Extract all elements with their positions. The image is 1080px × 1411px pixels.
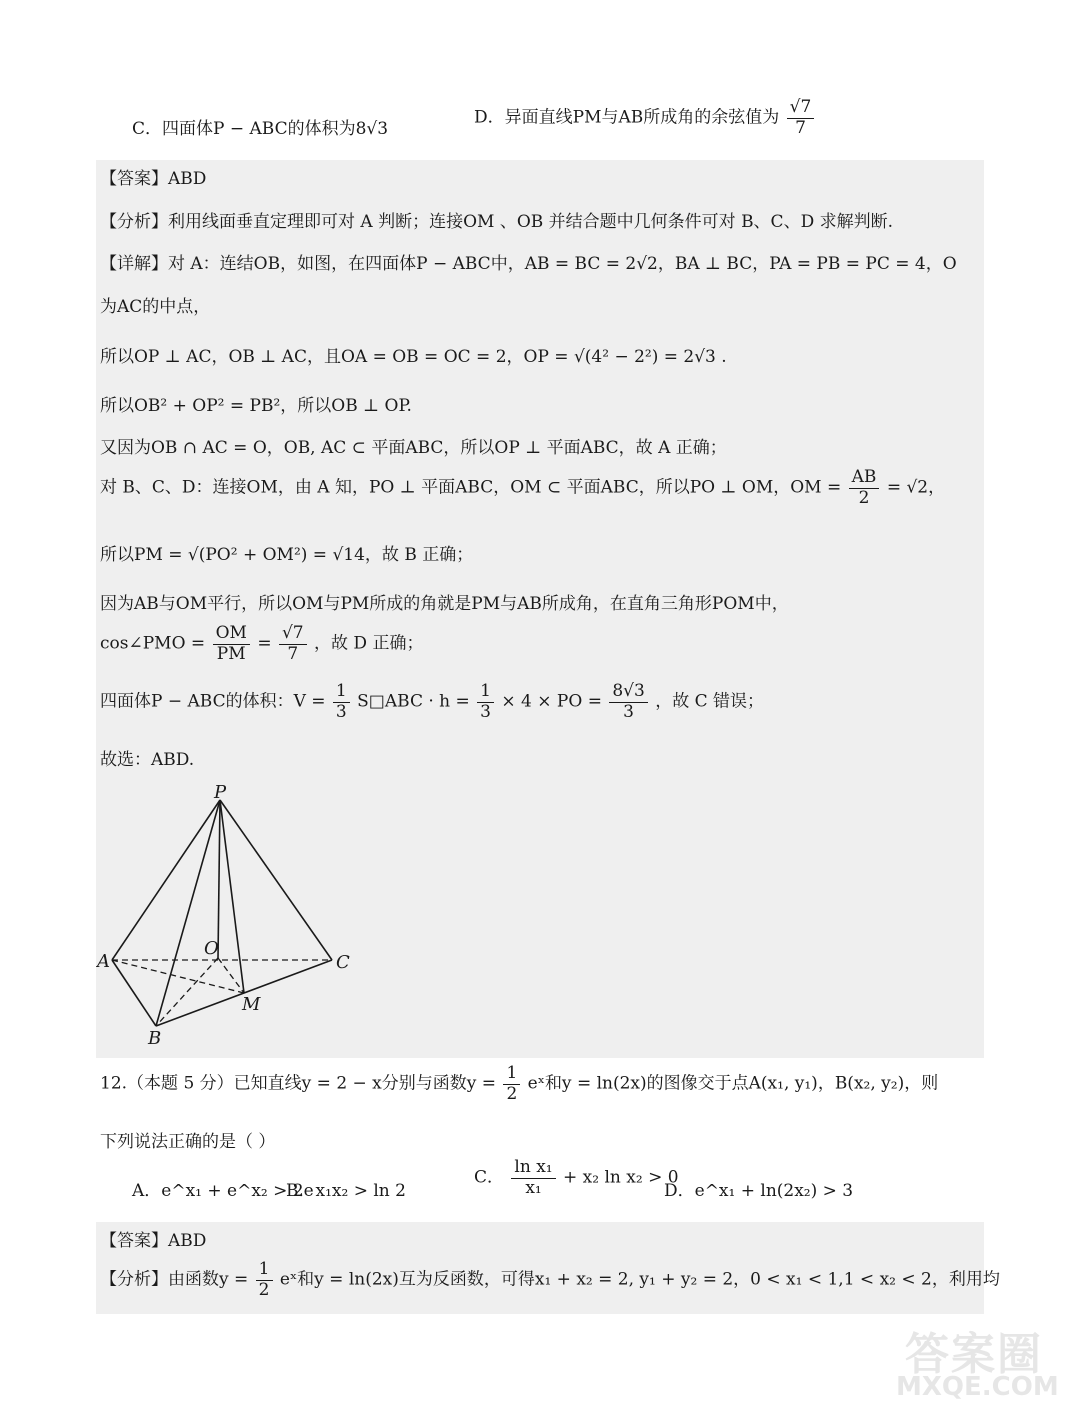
detail-line-8: 因为AB与OM平行，所以OM与PM所成的角就是PM与AB所成角，在直角三角形POM中， — [100, 594, 789, 614]
label-m: M — [242, 994, 261, 1015]
option-d-fraction: $\frac{√7}{7}$ — [787, 98, 815, 138]
answer-q11: 【答案】ABD — [100, 169, 207, 189]
label-c: C — [336, 952, 350, 973]
segment-am-dashed — [112, 960, 244, 993]
q12-option-c — [474, 1158, 679, 1198]
edge-pa — [112, 800, 220, 960]
line-10-mid-2: × 4 × PO = — [501, 691, 602, 712]
detail-line-5: 又因为OB ∩ AC = O，OB, AC ⊂ 平面ABC，所以OP ⊥ 平面ABC，故 A 正确； — [100, 438, 727, 458]
detail-line-9 — [100, 624, 423, 664]
edge-ab — [112, 960, 156, 1026]
detail-line-3: 所以OP ⊥ AC，OB ⊥ AC，且OA = OB = OC = 2，OP = √(4² − 2²) = 2√3 . — [100, 347, 727, 367]
line-10-text: 四面体P − ABC的体积：V = — [100, 691, 326, 712]
line-10-tail: ，故 C 错误； — [655, 691, 765, 712]
watermark-logo-text: 答案圈 — [905, 1329, 1043, 1380]
q12-option-c-fraction: $\frac{\text{ln x₁}}{\text{x₁}}$ — [511, 1158, 555, 1198]
q12-stem-line-2: 下列说法正确的是（ ） — [100, 1132, 276, 1152]
line-6-text: 对 B、C、D：连接OM，由 A 知，PO ⊥ 平面ABC，OM ⊂ 平面ABC，所以PO ⊥ OM，OM = — [100, 477, 842, 498]
line-9-equals: = — [257, 633, 272, 654]
q12-stem-text: 12.（本题 5 分）已知直线y = 2 − x分别与函数y = — [100, 1073, 497, 1094]
answer-q12: 【答案】ABD — [100, 1231, 207, 1251]
detail-line-4: 所以OB² + OP² = PB²，所以OB ⊥ OP. — [100, 396, 412, 416]
label-a: A — [97, 951, 110, 972]
detail-line-11: 故选：ABD. — [100, 750, 195, 770]
detail-line-1: 【详解】对 A：连结OB，如图，在四面体P − ABC中，AB = BC = 2√2，BA ⊥ BC，PA = PB = PC = 4，O — [100, 254, 957, 274]
edge-pb — [156, 800, 220, 1026]
line-6-fraction: $\frac{AB}{2}$ — [849, 468, 880, 508]
line-10-fraction-3: $\frac{8√3}{3}$ — [609, 682, 647, 722]
analysis-q12 — [100, 1260, 1000, 1300]
option-d-text: D．异面直线PM与AB所成角的余弦值为 — [474, 107, 780, 128]
option-d — [474, 98, 816, 138]
line-9-fraction-2: $\frac{√7}{7}$ — [279, 624, 307, 664]
line-9-tail: ，故 D 正确； — [314, 633, 424, 654]
q12-option-d: D．e^x₁ + ln(2x₂) > 3 — [664, 1181, 854, 1201]
line-10-mid-1: S□ABC · h = — [357, 691, 470, 712]
detail-line-10 — [100, 682, 764, 722]
q12-stem-tail: eˣ和y = ln(2x)的图像交于点A(x₁, y₁)，B(x₂, y₂)，则 — [527, 1073, 939, 1094]
detail-line-7: 所以PM = √(PO² + OM²) = √14，故 B 正确； — [100, 545, 474, 565]
analysis-q12-text: 【分析】由函数y = — [100, 1269, 249, 1290]
q12-option-c-tail: + x₂ ln x₂ > 0 — [563, 1167, 679, 1188]
line-9-fraction-1: $\frac{OM}{PM}$ — [213, 624, 250, 664]
detail-line-2: 为AC的中点， — [100, 297, 211, 317]
line-10-fraction-1: $\frac{1}{3}$ — [333, 682, 350, 722]
line-9-text: cos∠PMO = — [100, 633, 206, 654]
edge-po — [218, 800, 220, 958]
detail-line-6 — [100, 468, 945, 508]
q12-option-b: B．x₁x₂ > ln 2 — [286, 1181, 406, 1201]
label-p: P — [214, 782, 227, 803]
watermark-site-text: MXQE.COM — [896, 1372, 1059, 1402]
tetrahedron-figure — [96, 780, 376, 1050]
analysis-q11: 【分析】利用线面垂直定理即可对 A 判断；连接OM 、OB 并结合题中几何条件可对 B、C、D 求解判断. — [100, 212, 894, 232]
q12-option-c-label: C． — [474, 1167, 505, 1188]
label-b: B — [148, 1028, 162, 1049]
q12-stem-line-1 — [100, 1064, 938, 1104]
label-o: O — [204, 938, 219, 959]
line-6-tail: = √2， — [886, 477, 946, 498]
analysis-q12-fraction: $\frac{1}{2}$ — [256, 1260, 273, 1300]
line-10-fraction-2: $\frac{1}{3}$ — [477, 682, 494, 722]
analysis-q12-tail: eˣ和y = ln(2x)互为反函数，可得x₁ + x₂ = 2, y₁ + y₂ = 2，0 < x₁ < 1,1 < x₂ < 2，利用均 — [279, 1269, 1000, 1290]
option-c: C．四面体P − ABC的体积为8√3 — [132, 119, 389, 139]
q12-stem-fraction: $\frac{1}{2}$ — [503, 1064, 520, 1104]
q12-option-a: A．e^x₁ + e^x₂ > 2e — [132, 1181, 314, 1201]
